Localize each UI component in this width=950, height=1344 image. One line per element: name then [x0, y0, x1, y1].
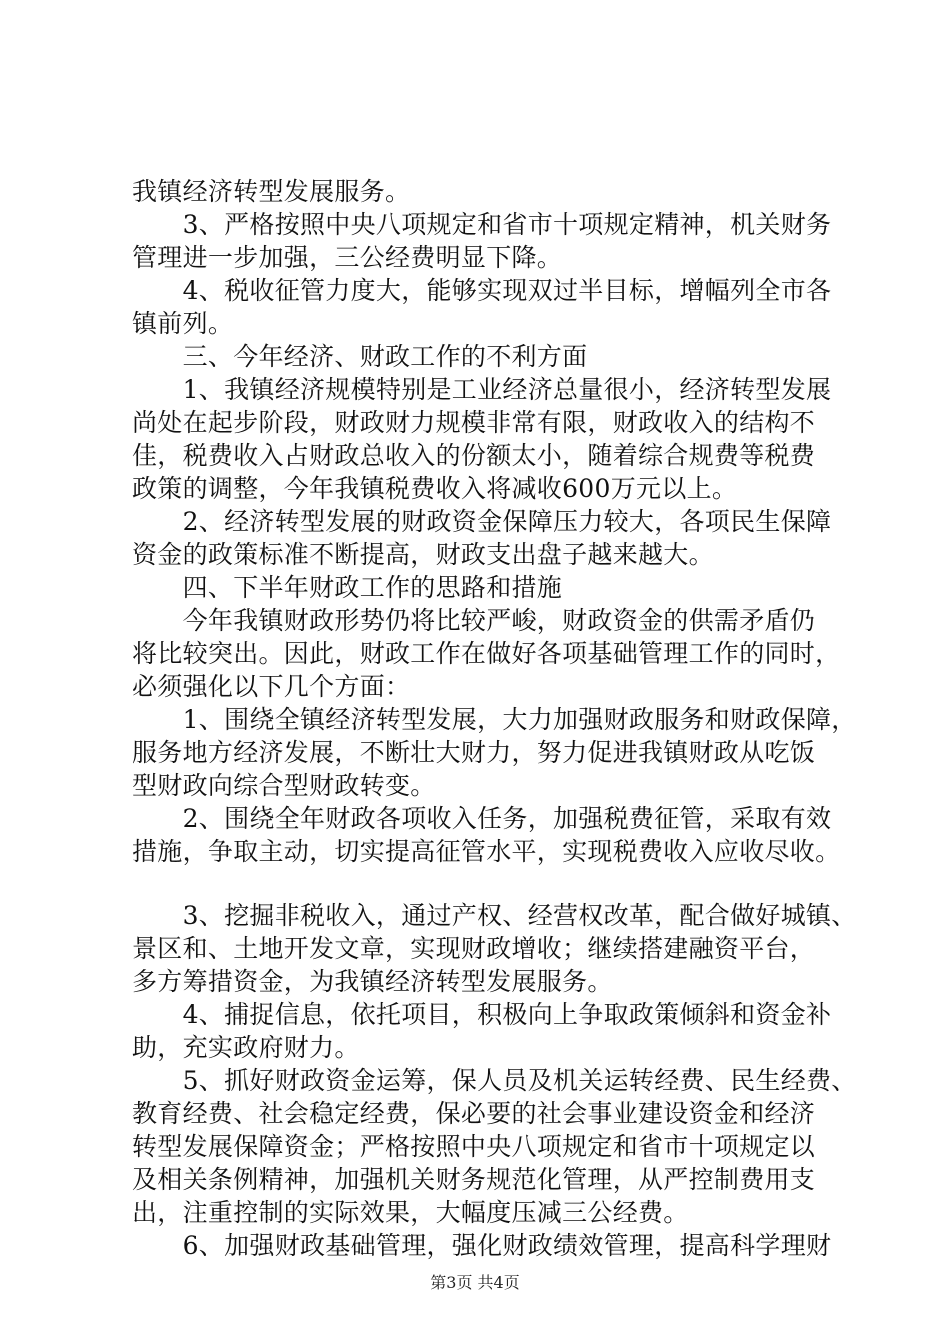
text-line: 尚处在起步阶段，财政财力规模非常有限，财政收入的结构不: [132, 408, 816, 437]
section-heading: 三、今年经济、财政工作的不利方面: [132, 342, 588, 371]
text-line: 转型发展保障资金；严格按照中央八项规定和省市十项规定以: [132, 1132, 816, 1161]
text-line: 政策的调整，今年我镇税费收入将减收600万元以上。: [132, 474, 738, 503]
text-line: 教育经费、社会稳定经费，保必要的社会事业建设资金和经济: [132, 1099, 816, 1128]
text-line: 4、税收征管力度大，能够实现双过半目标，增幅列全市各: [132, 276, 832, 305]
text-line: 我镇经济转型发展服务。: [132, 177, 411, 206]
text-line: 多方筹措资金，为我镇经济转型发展服务。: [132, 967, 613, 996]
text-line: 1、我镇经济规模特别是工业经济总量很小，经济转型发展: [132, 375, 832, 404]
text-line: 服务地方经济发展，不断壮大财力，努力促进我镇财政从吃饭: [132, 738, 816, 767]
text-line: 1、围绕全镇经济转型发展，大力加强财政服务和财政保障，: [132, 705, 857, 734]
text-line: 6、加强财政基础管理，强化财政绩效管理，提高科学理财: [132, 1231, 832, 1260]
text-line: 出，注重控制的实际效果，大幅度压减三公经费。: [132, 1198, 689, 1227]
text-line: 资金的政策标准不断提高，财政支出盘子越来越大。: [132, 540, 714, 569]
text-line: 5、抓好财政资金运筹，保人员及机关运转经费、民生经费、: [132, 1066, 857, 1095]
text-line: 型财政向综合型财政转变。: [132, 771, 436, 800]
text-line: 2、围绕全年财政各项收入任务，加强税费征管，采取有效: [132, 804, 832, 833]
text-line: 2、经济转型发展的财政资金保障压力较大，各项民生保障: [132, 507, 832, 536]
text-line: 必须强化以下几个方面：: [132, 672, 411, 701]
text-line: 助，充实政府财力。: [132, 1033, 360, 1062]
text-line: 今年我镇财政形势仍将比较严峻，财政资金的供需矛盾仍: [132, 606, 816, 635]
text-line: 3、挖掘非税收入，通过产权、经营权改革，配合做好城镇、: [132, 901, 857, 930]
text-line: 景区和、土地开发文章，实现财政增收；继续搭建融资平台，: [132, 934, 816, 963]
text-line: 佳，税费收入占财政总收入的份额太小，随着综合规费等税费: [132, 441, 816, 470]
text-line: 措施，争取主动，切实提高征管水平，实现税费收入应收尽收。: [132, 837, 841, 866]
text-line: 及相关条例精神，加强机关财务规范化管理，从严控制费用支: [132, 1165, 816, 1194]
text-line: 管理进一步加强，三公经费明显下降。: [132, 243, 563, 272]
section-heading: 四、下半年财政工作的思路和措施: [132, 573, 563, 602]
text-line: 将比较突出。因此，财政工作在做好各项基础管理工作的同时，: [132, 639, 841, 668]
text-line: 4、捕捉信息，依托项目，积极向上争取政策倾斜和资金补: [132, 1000, 832, 1029]
text-line: 镇前列。: [132, 309, 234, 338]
page-number-footer: 第3页 共4页: [430, 1273, 520, 1292]
text-line: 3、严格按照中央八项规定和省市十项规定精神，机关财务: [132, 210, 832, 239]
